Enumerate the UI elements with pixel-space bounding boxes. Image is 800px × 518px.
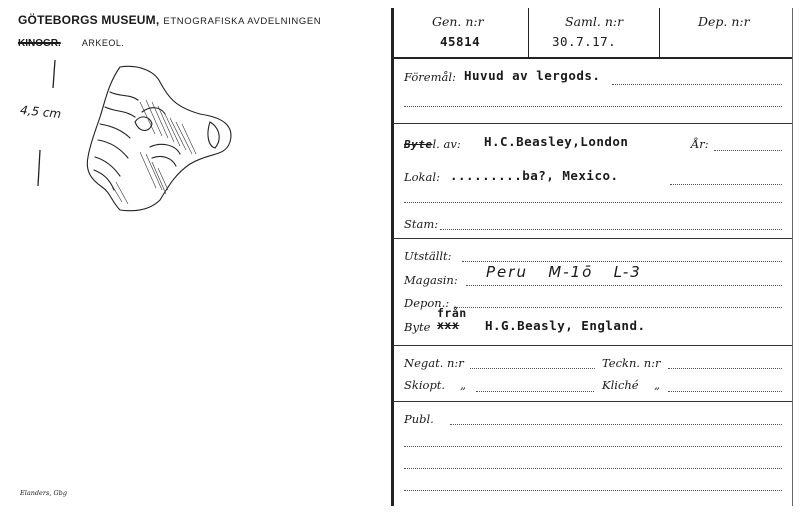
teckn-label: Teckn. n:r: [602, 356, 661, 370]
utstallt-dotline: [462, 261, 782, 262]
skiopt-label: Skiopt.: [404, 378, 446, 392]
kliche-value: „: [654, 378, 660, 392]
bytel-struck: Byte: [404, 138, 433, 151]
publ-dotline-2: [404, 446, 782, 447]
publ-dotline-3: [404, 468, 782, 469]
byte-value: H.G.Beasly, England.: [485, 318, 646, 333]
lokal-label: Lokal:: [404, 170, 440, 184]
publ-dotline-4: [404, 490, 782, 491]
stam-dotline: [440, 229, 782, 230]
dep-label: Dep. n:r: [698, 14, 750, 29]
divider-2: [393, 238, 792, 239]
byte-label: Byte: [404, 320, 431, 334]
top-divider-2: [659, 8, 660, 58]
negat-label: Negat. n:r: [404, 356, 464, 370]
saml-value: 30.7.17.: [552, 34, 617, 49]
bytel-field: [404, 137, 461, 151]
ar-dotline: [714, 150, 782, 151]
skiopt-value: „: [460, 378, 466, 392]
gen-label: Gen. n:r: [432, 14, 484, 29]
saml-label: Saml. n:r: [565, 14, 624, 29]
depon-label: Depon.:: [404, 296, 450, 310]
kliche-label: Kliché: [602, 378, 639, 392]
foremal-dotline-2: [404, 106, 782, 107]
ar-label: År:: [691, 137, 709, 151]
bytel-label: l. av:: [432, 137, 461, 151]
stam-label: Stam:: [404, 217, 439, 231]
printer-mark: Elanders, Gbg: [20, 489, 67, 497]
utstallt-label: Utställt:: [404, 249, 452, 263]
byte-insert: från: [437, 306, 467, 320]
foremal-dotline: [612, 84, 782, 85]
magasin-value: Peru M-1ō L-3: [486, 263, 642, 281]
card-left-border: [391, 8, 394, 506]
card-right-border: [792, 8, 793, 506]
struck-department: KINOGR.: [18, 38, 61, 49]
lokal-dotline: [670, 184, 782, 185]
top-divider-1: [528, 8, 529, 58]
teckn-dotline: [668, 368, 782, 369]
foremal-value: Huvud av lergods.: [464, 68, 601, 83]
lokal-value: .........ba?, Mexico.: [450, 168, 619, 183]
subdepartment: ARKEOL.: [81, 38, 125, 48]
skiopt-dotline: [476, 391, 594, 392]
museum-name: GÖTEBORGS MUSEUM,: [18, 13, 160, 27]
clay-head-sketch: [80, 62, 245, 217]
lokal-dotline-2: [404, 202, 782, 203]
top-box-bottom-line: [393, 57, 793, 59]
kliche-dotline: [668, 391, 782, 392]
publ-label: Publ.: [404, 412, 434, 426]
magasin-label: Magasin:: [404, 273, 458, 287]
divider-3: [393, 345, 792, 346]
department-name: ETNOGRAFISKA AVDELNINGEN: [163, 16, 322, 27]
byte-struck: xxx: [437, 318, 460, 332]
gen-value: 45814: [440, 34, 481, 49]
magasin-dotline: [466, 285, 782, 286]
bytel-value: H.C.Beasley,London: [484, 134, 629, 149]
divider-4: [393, 401, 792, 402]
size-note: 4,5 cm: [19, 102, 62, 122]
negat-dotline: [470, 368, 595, 369]
divider-1: [393, 123, 792, 124]
publ-dotline: [450, 424, 782, 425]
foremal-label: Föremål:: [404, 70, 456, 84]
depon-dotline: [455, 307, 782, 308]
